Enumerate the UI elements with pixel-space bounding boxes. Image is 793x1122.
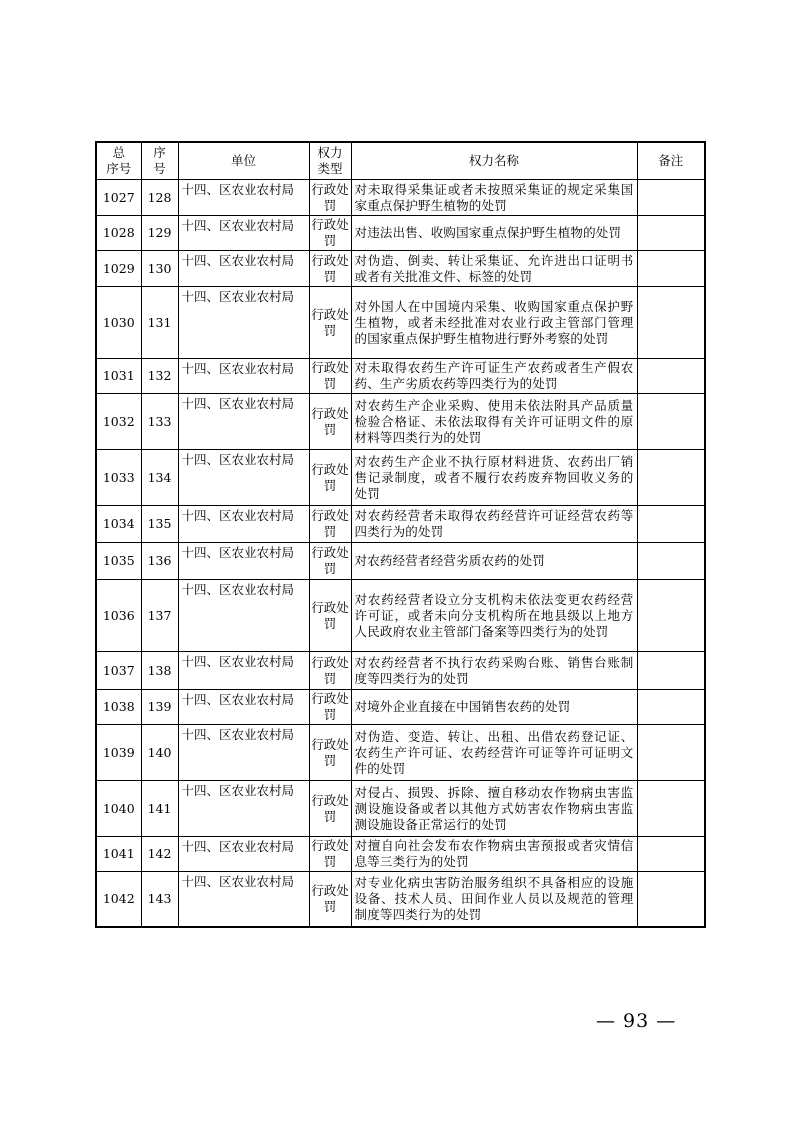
cell-seq-no: 129 — [141, 216, 178, 251]
cell-power-name: 对伪造、倒卖、转让采集证、允许进出口证明书或者有关批准文件、标签的处罚 — [351, 251, 637, 287]
cell-total-no: 1032 — [96, 394, 141, 450]
cell-power-type: 行政处罚 — [309, 725, 351, 781]
cell-power-type: 行政处罚 — [309, 872, 351, 927]
cell-total-no: 1041 — [96, 837, 141, 872]
cell-power-name: 对伪造、变造、转让、出租、出借农药登记证、农药生产许可证、农药经营许可证等许可证明文件的处罚 — [351, 725, 637, 781]
cell-note — [637, 394, 705, 450]
cell-seq-no: 130 — [141, 251, 178, 287]
cell-power-type: 行政处罚 — [309, 543, 351, 580]
cell-unit: 十四、区农业农村局 — [178, 216, 309, 251]
table-row — [96, 287, 705, 359]
cell-power-type: 行政处罚 — [309, 837, 351, 872]
table-body — [96, 180, 705, 927]
cell-unit: 十四、区农业农村局 — [178, 725, 309, 781]
cell-note — [637, 725, 705, 781]
cell-power-name: 对农药生产企业不执行原材料进货、农药出厂销售记录制度，或者不履行农药废弃物回收义务的处罚 — [351, 450, 637, 506]
table-row — [96, 216, 705, 251]
cell-power-name: 对农药经营者不执行农药采购台账、销售台账制度等四类行为的处罚 — [351, 652, 637, 690]
cell-power-name: 对境外企业直接在中国销售农药的处罚 — [351, 690, 637, 725]
cell-unit: 十四、区农业农村局 — [178, 180, 309, 216]
cell-total-no: 1035 — [96, 543, 141, 580]
table-row — [96, 180, 705, 216]
cell-unit: 十四、区农业农村局 — [178, 690, 309, 725]
cell-seq-no: 132 — [141, 359, 178, 394]
cell-total-no: 1030 — [96, 287, 141, 359]
cell-seq-no: 131 — [141, 287, 178, 359]
cell-total-no: 1029 — [96, 251, 141, 287]
cell-power-name: 对农药经营者经营劣质农药的处罚 — [351, 543, 637, 580]
cell-seq-no: 140 — [141, 725, 178, 781]
cell-unit: 十四、区农业农村局 — [178, 394, 309, 450]
cell-power-type: 行政处罚 — [309, 652, 351, 690]
header-unit: 单位 — [178, 142, 309, 180]
cell-total-no: 1038 — [96, 690, 141, 725]
cell-note — [637, 690, 705, 725]
cell-note — [637, 216, 705, 251]
table-row — [96, 543, 705, 580]
cell-seq-no: 133 — [141, 394, 178, 450]
cell-power-type: 行政处罚 — [309, 690, 351, 725]
table-header-row — [96, 142, 705, 180]
cell-power-name: 对外国人在中国境内采集、收购国家重点保护野生植物，或者未经批准对农业行政主管部门管理的国家重点保护野生植物进行野外考察的处罚 — [351, 287, 637, 359]
cell-power-name: 对违法出售、收购国家重点保护野生植物的处罚 — [351, 216, 637, 251]
power-list-table — [95, 141, 706, 928]
cell-total-no: 1028 — [96, 216, 141, 251]
cell-note — [637, 359, 705, 394]
table-row — [96, 580, 705, 652]
table-row — [96, 652, 705, 690]
table-row — [96, 359, 705, 394]
cell-note — [637, 580, 705, 652]
header-type: 权力 类型 — [309, 142, 351, 180]
cell-note — [637, 872, 705, 927]
cell-total-no: 1037 — [96, 652, 141, 690]
cell-note — [637, 450, 705, 506]
cell-power-name: 对侵占、损毁、拆除、擅自移动农作物病虫害监测设施设备或者以其他方式妨害农作物病虫害监测设施设备正常运行的处罚 — [351, 781, 637, 837]
cell-power-type: 行政处罚 — [309, 287, 351, 359]
cell-seq-no: 134 — [141, 450, 178, 506]
cell-seq-no: 142 — [141, 837, 178, 872]
page-number: — 93 — — [596, 1010, 677, 1032]
cell-power-type: 行政处罚 — [309, 216, 351, 251]
cell-total-no: 1027 — [96, 180, 141, 216]
table-row — [96, 450, 705, 506]
cell-unit: 十四、区农业农村局 — [178, 652, 309, 690]
cell-seq-no: 137 — [141, 580, 178, 652]
cell-unit: 十四、区农业农村局 — [178, 251, 309, 287]
cell-seq-no: 141 — [141, 781, 178, 837]
cell-note — [637, 180, 705, 216]
table-row — [96, 837, 705, 872]
cell-total-no: 1033 — [96, 450, 141, 506]
cell-power-type: 行政处罚 — [309, 359, 351, 394]
cell-note — [637, 781, 705, 837]
cell-seq-no: 128 — [141, 180, 178, 216]
cell-seq-no: 143 — [141, 872, 178, 927]
header-total-no: 总 序号 — [96, 142, 141, 180]
cell-seq-no: 135 — [141, 506, 178, 543]
header-seq-no: 序 号 — [141, 142, 178, 180]
cell-power-name: 对擅自向社会发布农作物病虫害预报或者灾情信息等三类行为的处罚 — [351, 837, 637, 872]
cell-unit: 十四、区农业农村局 — [178, 287, 309, 359]
cell-seq-no: 139 — [141, 690, 178, 725]
cell-power-type: 行政处罚 — [309, 394, 351, 450]
cell-note — [637, 251, 705, 287]
cell-unit: 十四、区农业农村局 — [178, 543, 309, 580]
cell-unit: 十四、区农业农村局 — [178, 781, 309, 837]
cell-power-name: 对未取得采集证或者未按照采集证的规定采集国家重点保护野生植物的处罚 — [351, 180, 637, 216]
cell-note — [637, 506, 705, 543]
header-name: 权力名称 — [351, 142, 637, 180]
cell-power-name: 对专业化病虫害防治服务组织不具备相应的设施设备、技术人员、田间作业人员以及规范的管理制度等四类行为的处罚 — [351, 872, 637, 927]
cell-total-no: 1036 — [96, 580, 141, 652]
cell-total-no: 1039 — [96, 725, 141, 781]
cell-seq-no: 136 — [141, 543, 178, 580]
table-row — [96, 506, 705, 543]
cell-seq-no: 138 — [141, 652, 178, 690]
cell-total-no: 1034 — [96, 506, 141, 543]
cell-power-name: 对农药经营者未取得农药经营许可证经营农药等四类行为的处罚 — [351, 506, 637, 543]
cell-power-name: 对农药生产企业采购、使用未依法附具产品质量检验合格证、未依法取得有关许可证明文件的原材料等四类行为的处罚 — [351, 394, 637, 450]
cell-power-type: 行政处罚 — [309, 781, 351, 837]
cell-unit: 十四、区农业农村局 — [178, 837, 309, 872]
cell-power-type: 行政处罚 — [309, 506, 351, 543]
cell-total-no: 1031 — [96, 359, 141, 394]
table-row — [96, 394, 705, 450]
table-row — [96, 781, 705, 837]
cell-power-type: 行政处罚 — [309, 450, 351, 506]
table-row — [96, 872, 705, 927]
cell-power-name: 对农药经营者设立分支机构未依法变更农药经营许可证，或者未向分支机构所在地县级以上地方人民政府农业主管部门备案等四类行为的处罚 — [351, 580, 637, 652]
table-row — [96, 725, 705, 781]
cell-note — [637, 652, 705, 690]
cell-power-type: 行政处罚 — [309, 580, 351, 652]
cell-power-type: 行政处罚 — [309, 180, 351, 216]
cell-unit: 十四、区农业农村局 — [178, 580, 309, 652]
cell-note — [637, 837, 705, 872]
header-note: 备注 — [637, 142, 705, 180]
table-row — [96, 251, 705, 287]
cell-unit: 十四、区农业农村局 — [178, 359, 309, 394]
cell-note — [637, 287, 705, 359]
table-row — [96, 690, 705, 725]
cell-total-no: 1042 — [96, 872, 141, 927]
cell-unit: 十四、区农业农村局 — [178, 506, 309, 543]
cell-power-name: 对未取得农药生产许可证生产农药或者生产假农药、生产劣质农药等四类行为的处罚 — [351, 359, 637, 394]
cell-total-no: 1040 — [96, 781, 141, 837]
cell-unit: 十四、区农业农村局 — [178, 872, 309, 927]
cell-note — [637, 543, 705, 580]
cell-unit: 十四、区农业农村局 — [178, 450, 309, 506]
cell-power-type: 行政处罚 — [309, 251, 351, 287]
